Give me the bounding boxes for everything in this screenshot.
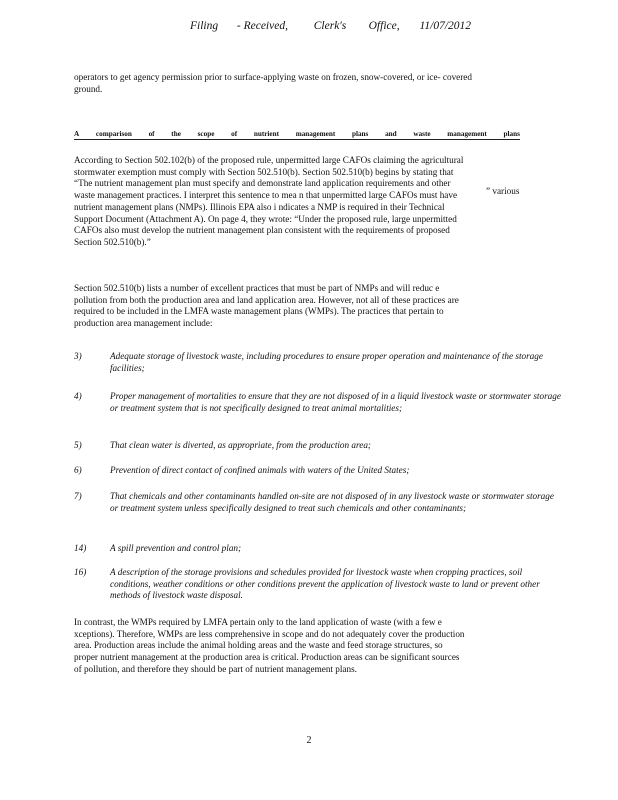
list-item-14: [74, 543, 564, 555]
list-item-5: [74, 440, 564, 452]
list-item-7: [74, 491, 564, 514]
paragraph-contrast: In contrast, the WMPs required by LMFA pertain only to the land application of waste (with a few e xceptions). Therefore, WMPs are less comprehensive in scope and do not adequately cover the production area. Production areas include the animal holding areas and the waste and feed storage structures, so proper nutrient management at the production area is critical. Production areas can be significant sources of pollution, and therefore they should be part of nutrient management plans.: [74, 617, 465, 674]
list-text: Prevention of direct contact of confined animals with waters of the United States;: [110, 465, 410, 475]
section-heading: [74, 130, 520, 140]
list-number: 3): [74, 351, 82, 361]
heading-word: scope: [197, 130, 215, 138]
heading-word: management: [447, 130, 487, 138]
list-number: 14): [74, 543, 87, 553]
list-item-16: [74, 567, 564, 602]
list-item-6: [74, 465, 564, 477]
list-number: 6): [74, 465, 82, 475]
list-number: 16): [74, 567, 87, 577]
page-number: 2: [306, 735, 312, 746]
list-text: That chemicals and other contaminants handled on-site are not disposed of in any livestock waste or stormwater storage or treatment system unless specifically designed to treat such chemicals and other contaminants;: [110, 491, 554, 513]
paragraph-nmp-requirement: According to Section 502.102(b) of the proposed rule, unpermitted large CAFOs claiming the agricultural stormwater exemption must comply with Section 502.510(b). Section 502.510(b) begins by stating that “The nutrient management plan must specify and demonstrate land application requirements and other waste management practices. I interpret this sentence to mea n that unpermitted large CAFOs must have nutrient management plans (NMPs). Illinois EPA also i ndicates a NMP is required in their Technical Support Document (Attachment A). On page 4, they wrote: “Under the proposed rule, large unpermitted CAFOs also must develop the nutrient management plan consistent with the requirements of proposed Section 502.510(b).”: [74, 155, 464, 247]
header-filing: Filing: [190, 20, 219, 32]
list-item-4: [74, 391, 564, 414]
heading-word: comparison: [95, 130, 132, 138]
heading-word: plans: [503, 130, 520, 138]
heading-word: management: [295, 130, 336, 138]
heading-word: nutrient: [253, 130, 279, 138]
side-text-various: ” various: [486, 186, 520, 196]
heading-word: A: [74, 130, 80, 138]
heading-word: the: [171, 130, 181, 138]
header-date: 11/07/2012: [419, 20, 472, 32]
heading-word: of: [231, 130, 238, 138]
list-text: Adequate storage of livestock waste, including procedures to ensure proper operation and maintenance of the storage facilities;: [110, 351, 543, 373]
heading-word: and: [385, 130, 397, 138]
list-number: 7): [74, 491, 82, 501]
heading-word: waste: [413, 130, 431, 138]
list-number: 4): [74, 391, 82, 401]
paragraph-practices: Section 502.510(b) lists a number of excellent practices that must be part of NMPs and will reduc e pollution from both the production area and land application area. However, not all of these practices are required to be included in the LMFA waste management plans (WMPs). The practices that pertain to production area management include:: [74, 283, 459, 329]
list-text: That clean water is diverted, as appropriate, from the production area;: [110, 440, 371, 450]
heading-word: of: [148, 130, 155, 138]
list-number: 5): [74, 440, 82, 450]
header-office: Office,: [368, 20, 400, 32]
list-text: Proper management of mortalities to ensure that they are not disposed of in a liquid livestock waste or stormwater storage or treatment system that is not specifically designed to treat animal mortalities;: [110, 391, 561, 413]
header-clerks: Clerk's: [313, 20, 347, 32]
header-received: - Received,: [236, 20, 288, 32]
heading-word: plans: [351, 130, 369, 138]
intro-paragraph: operators to get agency permission prior to surface-applying waste on frozen, snow-covered, or ice- covered ground.: [74, 72, 472, 94]
list-text: A spill prevention and control plan;: [110, 543, 242, 553]
list-text: A description of the storage provisions and schedules provided for livestock waste when cropping practices, soil conditions, weather conditions or other conditions prevent the application of livestock waste to land or prevent other methods of livestock waste disposal.: [110, 567, 540, 601]
filing-header: [190, 20, 471, 32]
list-item-3: [74, 351, 564, 374]
